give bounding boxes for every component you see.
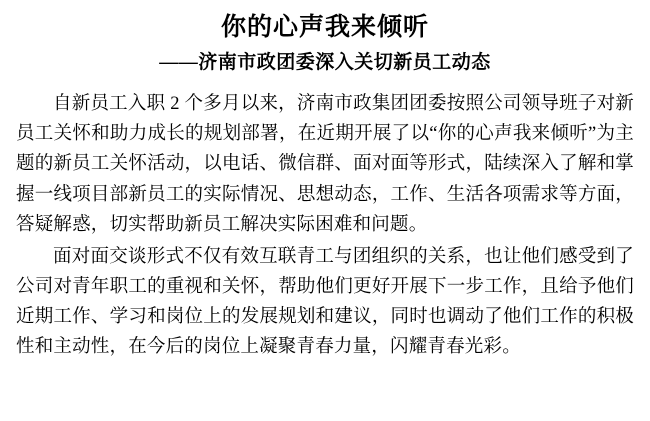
page-title: 你的心声我来倾听 <box>220 14 429 41</box>
body-paragraph-1: 自新员工入职 2 个多月以来，济南市政集团团委按照公司领导班子对新员工关怀和助力成长的规划部署，在近期开展了以“你的心声我来倾听”为主题的新员工关怀活动，以电话、微信群、面对面等形式，陆续深入了解和掌握一线项目部新员工的实际情况、思想动态，工作、生活各项需求等方面，答疑解惑，切实帮助新员工解决实际困难和问题。 <box>16 94 634 235</box>
body-paragraph-2: 面对面交谈形式不仅有效互联青工与团组织的关系，也让他们感受到了公司对青年职工的重视和关怀，帮助他们更好开展下一步工作，且给予他们近期工作、学习和岗位上的发展规划和建议，同时也调动了他们工作的积极性和主动性，在今后的岗位上凝聚青春力量，闪耀青春光彩。 <box>16 246 634 358</box>
page-subtitle: ——济南市政团委深入关切新员工动态 <box>159 51 491 73</box>
